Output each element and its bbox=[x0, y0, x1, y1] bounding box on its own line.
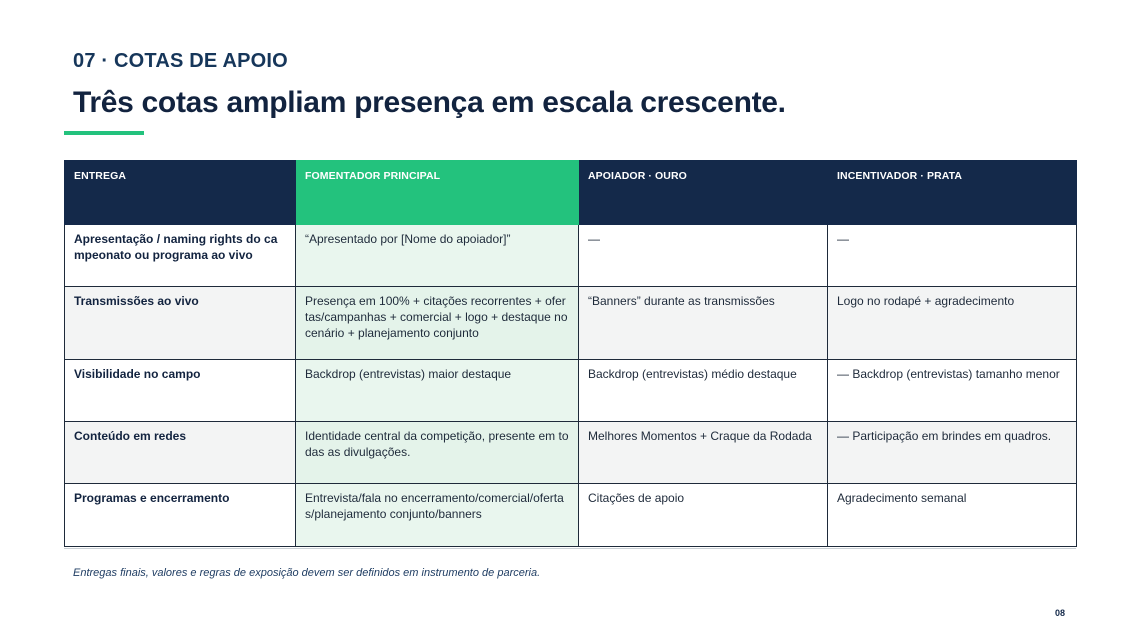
cell-principal: “Apresentado por [Nome do apoiador]” bbox=[296, 225, 579, 287]
section-eyebrow: 07 · COTAS DE APOIO bbox=[73, 50, 288, 72]
cell-principal: Entrevista/fala no encerramento/comercial/ofertas/planejamento conjunto/banners bbox=[296, 484, 579, 547]
cell-ouro: Citações de apoio bbox=[579, 484, 828, 547]
table-header-row bbox=[65, 161, 1077, 225]
cell-prata: — bbox=[828, 225, 1077, 287]
table-row bbox=[65, 225, 1077, 287]
table-row bbox=[65, 287, 1077, 360]
row-label: Conteúdo em redes bbox=[65, 422, 296, 484]
cell-ouro: Melhores Momentos + Craque da Rodada bbox=[579, 422, 828, 484]
column-header-incentivador-prata: INCENTIVADOR · PRATA bbox=[828, 161, 1077, 225]
cell-prata: — Backdrop (entrevistas) tamanho menor bbox=[828, 360, 1077, 422]
cell-principal: Identidade central da competição, presente em todas as divulgações. bbox=[296, 422, 579, 484]
column-header-fomentador-principal: FOMENTADOR PRINCIPAL bbox=[296, 161, 579, 225]
footnote: Entregas finais, valores e regras de exposição devem ser definidos em instrumento de parceria. bbox=[73, 567, 541, 579]
column-header-entrega: ENTREGA bbox=[65, 161, 296, 225]
row-label: Visibilidade no campo bbox=[65, 360, 296, 422]
cell-prata: Logo no rodapé + agradecimento bbox=[828, 287, 1077, 360]
cell-ouro: — bbox=[579, 225, 828, 287]
table-row bbox=[65, 422, 1077, 484]
row-label: Transmissões ao vivo bbox=[65, 287, 296, 360]
table-row bbox=[65, 360, 1077, 422]
cell-principal: Presença em 100% + citações recorrentes + ofertas/campanhas + comercial + logo + destaque no cenário + planejamento conjunto bbox=[296, 287, 579, 360]
column-header-apoiador-ouro: APOIADOR · OURO bbox=[579, 161, 828, 225]
footer-divider bbox=[64, 548, 1076, 549]
cell-prata: — Participação em brindes em quadros. bbox=[828, 422, 1077, 484]
cell-principal: Backdrop (entrevistas) maior destaque bbox=[296, 360, 579, 422]
sponsorship-tiers-table bbox=[64, 160, 1077, 547]
cell-prata: Agradecimento semanal bbox=[828, 484, 1077, 547]
cell-ouro: Backdrop (entrevistas) médio destaque bbox=[579, 360, 828, 422]
page-number: 08 bbox=[1055, 608, 1066, 618]
page-title: Três cotas ampliam presença em escala crescente. bbox=[73, 86, 786, 119]
row-label: Apresentação / naming rights do campeonato ou programa ao vivo bbox=[65, 225, 296, 287]
row-label: Programas e encerramento bbox=[65, 484, 296, 547]
table-row bbox=[65, 484, 1077, 547]
title-accent-bar bbox=[64, 131, 144, 135]
cell-ouro: “Banners” durante as transmissões bbox=[579, 287, 828, 360]
